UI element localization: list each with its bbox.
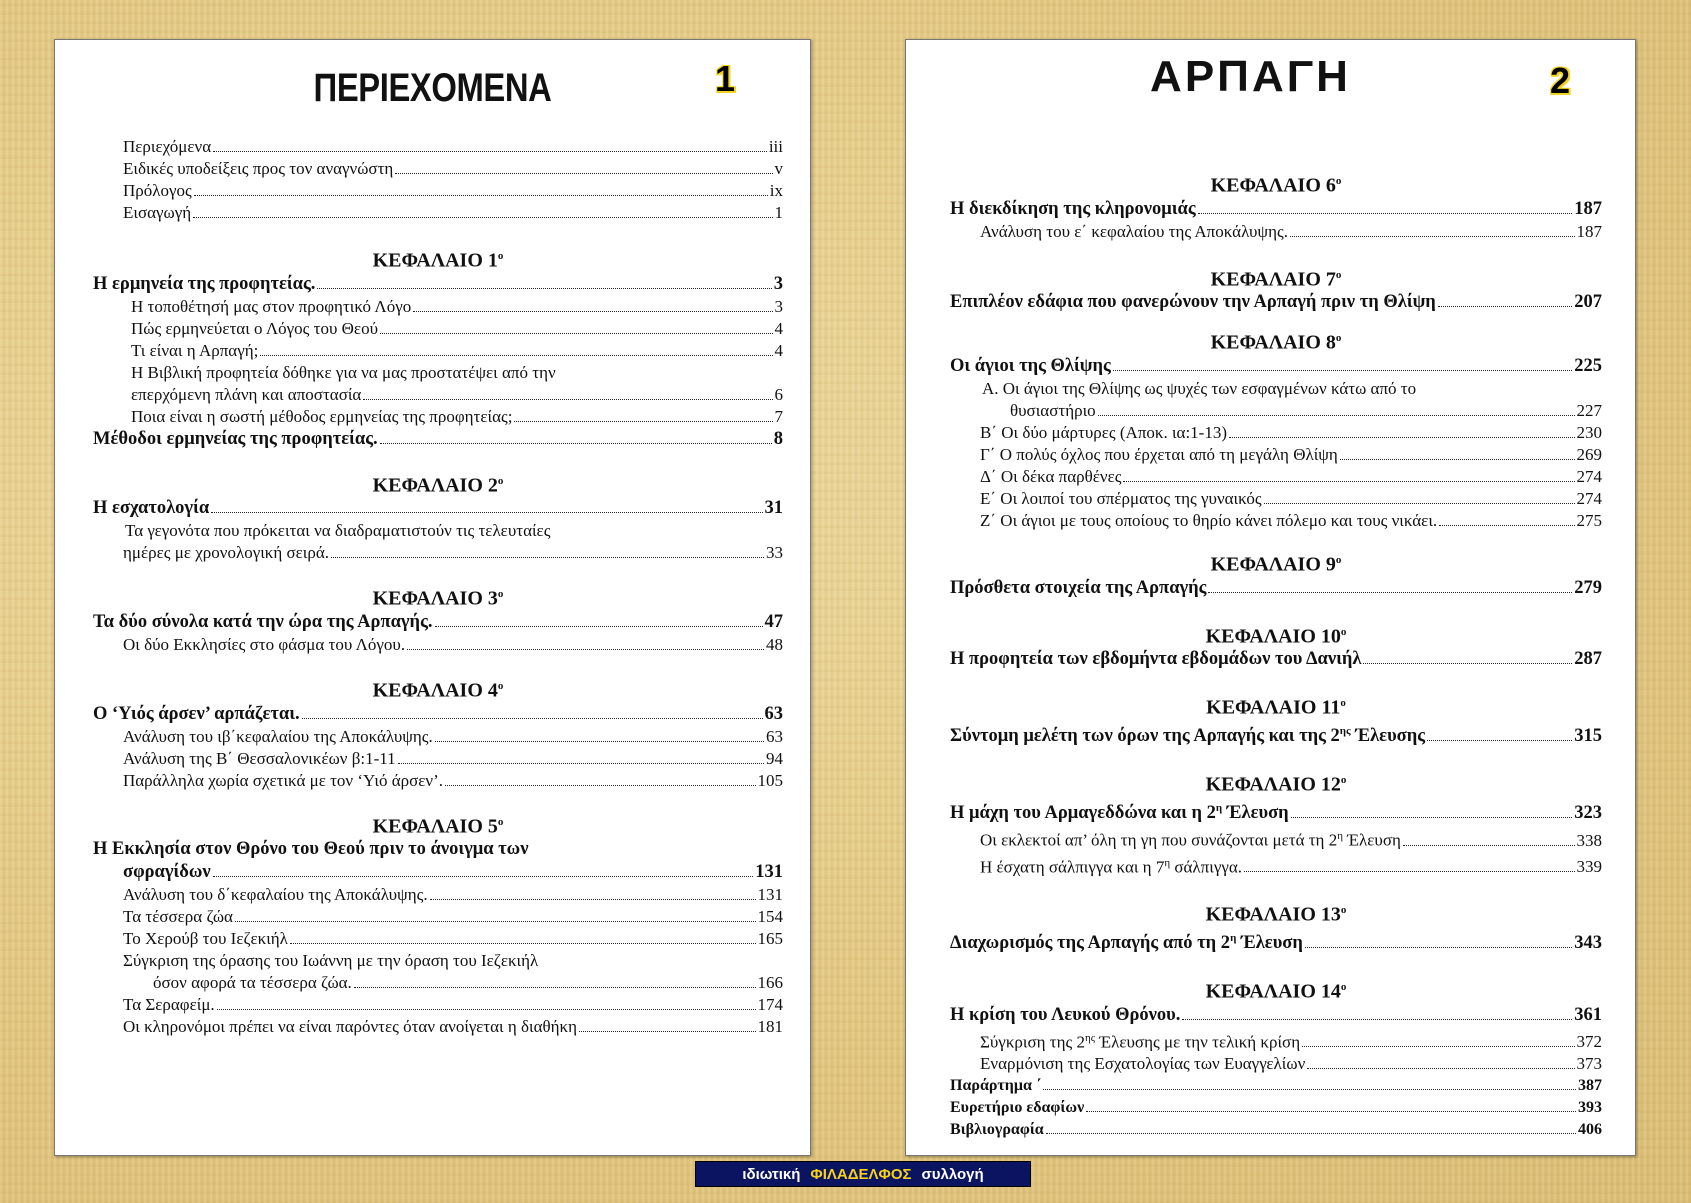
toc-entry[interactable]: Περιεχόμενα iii [123,137,783,156]
dot-leader [380,443,772,444]
dot-leader [514,421,772,422]
chapter-ordinal-suffix: ο [497,250,504,262]
toc-entry[interactable]: Πώς ερμηνεύεται ο Λόγος του Θεού 4 [131,318,783,338]
dot-leader [235,921,756,922]
chapter-ordinal-suffix: ο [497,474,504,487]
chapter-ordinal-suffix: ο [1335,175,1342,187]
toc-entry[interactable]: Ποια είναι η σωστή μέθοδος ερμηνείας της προφητείας; 7 [131,406,783,426]
dot-leader [290,943,756,944]
chapter-heading: ΚΕΦΑΛΑΙΟ $8^o$ [1210,331,1342,354]
toc-chapter-entry-line: Η Εκκλησία στον Θρόνο του Θεού πριν το άνοιγμα των [93,839,529,860]
toc-entry[interactable]: Σύγκριση της $2^{\eta\varsigma}$ Έλευσης με την τελική κρίση 372 [980,1031,1602,1052]
toc-entry[interactable]: Ευρετήριο εδαφίων 393 [950,1099,1602,1117]
dot-leader [331,557,764,558]
toc-chapter-entry[interactable]: Η κρίση του Λευκού Θρόνου. 361 [950,1004,1602,1025]
dot-leader [1244,871,1575,872]
dot-leader [398,763,764,764]
toc-entry[interactable]: Ζ΄ Οι άγιοι με τους οποίους το θηρίο κάνει πόλεμο και τους νικάει. 275 [980,510,1602,530]
dot-leader [1043,1089,1576,1090]
chapter-ordinal-suffix: ο [1335,332,1342,345]
toc-entry[interactable]: Η τοποθέτησή μας στον προφητικό Λόγο 3 [131,296,783,316]
dot-leader [317,288,771,289]
chapter-ordinal-suffix: ο [1340,981,1347,994]
chapter-heading: ΚΕΦΑΛΑΙΟ $14^o$ [1205,980,1347,1003]
toc-chapter-entry[interactable]: Η προφητεία των εβδομήντα εβδομάδων του Δανιήλ 287 [950,649,1602,670]
chapter-heading: ΚΕΦΑΛΑΙΟ $13^o$ [1205,903,1347,926]
dot-leader [1363,663,1572,664]
toc-entry[interactable]: Οι δύο Εκκλησίες στο φάσμα του Λόγου. 48 [123,634,783,654]
page-title: ΠΕΡΙΕΧΟΜΕΝΑ [313,66,552,110]
dot-leader [413,311,772,312]
toc-entry[interactable]: επερχόμενη πλάνη και αποστασία 6 [131,384,783,404]
chapter-heading: ΚΕΦΑΛΑΙΟ $3^o$ [372,587,504,610]
toc-entry[interactable]: Εισαγωγή 1 [123,203,783,222]
toc-entry[interactable]: Ανάλυση του ε΄ κεφαλαίου της Αποκάλυψης. 187 [980,221,1602,241]
toc-chapter-entry[interactable]: Ο ‘Υιός άρσεν’ αρπάζεται. 63 [93,703,783,724]
dot-leader [407,649,764,650]
dot-leader [302,718,763,719]
chapter-ordinal-suffix: ο [1340,697,1346,710]
toc-entry[interactable]: Ανάλυση του δ΄κεφαλαίου της Αποκάλυψης. 131 [123,885,783,905]
chapter-heading: ΚΕΦΑΛΑΙΟ $9^o$ [1210,553,1342,576]
dot-leader [1439,525,1574,526]
dot-leader [354,987,756,988]
chapter-ordinal-suffix: ο [497,815,504,828]
chapter-heading: ΚΕΦΑΛΑΙΟ $2^o$ [372,474,504,497]
chapter-heading: ΚΕΦΑΛΑΙΟ $10^o$ [1205,625,1347,648]
chapter-heading: ΚΕΦΑΛΑΙΟ $4^o$ [372,679,504,702]
dot-leader [435,626,763,627]
dot-leader [1123,481,1574,482]
toc-chapter-entry[interactable]: Τα δύο σύνολα κατά την ώρα της Αρπαγής. 47 [93,611,783,632]
toc-entry[interactable]: Παράλληλα χωρία σχετικά με τον ‘Υιό άρσεν’. 105 [123,770,783,790]
chapter-ordinal-suffix: ο [1335,268,1342,281]
page-title: ΑΡΠΑΓΗ [1150,52,1351,101]
toc-entry[interactable]: Η έσχατη σάλπιγγα και η $7^\eta$ σάλπιγγα. 339 [980,856,1602,877]
dot-leader [1403,845,1575,846]
dot-leader [363,399,772,400]
toc-entry[interactable]: Τι είναι η Αρπαγή; 4 [131,340,783,360]
chapter-heading: ΚΕΦΑΛΑΙΟ $5^o$ [372,815,504,838]
toc-entry[interactable]: Ειδικές υποδείξεις προς τον αναγνώστη v [123,159,783,178]
toc-entry[interactable]: Οι κληρονόμοι πρέπει να είναι παρόντες όταν ανοίγεται η διαθήκη 181 [123,1017,783,1037]
collection-banner [695,1161,1031,1187]
dot-leader [579,1031,756,1032]
dot-leader [1290,236,1575,237]
chapter-ordinal-suffix: ο [1340,625,1347,638]
dot-leader [430,899,756,900]
toc-chapter-entry[interactable]: Πρόσθετα στοιχεία της Αρπαγής 279 [950,577,1602,598]
toc-entry[interactable]: Δ΄ Οι δέκα παρθένες 274 [980,466,1602,486]
chapter-heading: ΚΕΦΑΛΑΙΟ $11^o$ [1206,696,1346,719]
chapter-ordinal-suffix: ο [1340,904,1347,917]
dot-leader [1046,1133,1576,1134]
toc-entry-line: Α. Οι άγιοι της Θλίψης ως ψυχές των εσφαγμένων κάτω από το [982,378,1417,398]
toc-entry[interactable]: Βιβλιογραφία 406 [950,1121,1602,1139]
toc-entry[interactable]: Το Χερούβ του Ιεζεκιήλ 165 [123,929,783,949]
toc-entry[interactable]: θυσιαστήριο 227 [1010,400,1602,420]
toc-entry[interactable]: Ε΄ Οι λοιποί του σπέρματος της γυναικός 274 [980,488,1602,508]
toc-entry[interactable]: όσον αφορά τα τέσσερα ζώα. 166 [153,973,783,993]
toc-chapter-entry[interactable]: Διαχωρισμός της Αρπαγής από τη $2^\eta$ Έλευση 343 [950,931,1602,954]
toc-chapter-entry[interactable]: Οι άγιοι της Θλίψης 225 [950,355,1602,376]
dot-leader [380,333,773,334]
chapter-ordinal-suffix: ο [497,588,504,601]
dot-leader [1208,592,1572,593]
dot-leader [1302,1046,1574,1047]
dot-leader [194,195,768,196]
chapter-heading: ΚΕΦΑΛΑΙΟ $6^o$ [1210,174,1342,197]
toc-entry[interactable]: Τα τέσσερα ζώα 154 [123,907,783,927]
toc-chapter-entry[interactable]: Η ερμηνεία της προφητείας. 3 [93,273,783,294]
contents-page-2 [905,39,1636,1156]
toc-entry[interactable]: Οι εκλεκτοί απ’ όλη τη γη που συνάζονται μετά τη $2^\eta$ Έλευση 338 [980,829,1602,850]
toc-chapter-entry[interactable]: Η διεκδίκηση της κληρονομιάς 187 [950,198,1602,219]
dot-leader [1229,437,1575,438]
dot-leader [1307,1068,1574,1069]
dot-leader [1086,1111,1576,1112]
dot-leader [1291,817,1573,818]
toc-entry-line: Τα γεγονότα που πρόκειται να διαδραματιστούν τις τελευταίες [125,521,551,541]
chapter-heading: ΚΕΦΑΛΑΙΟ $12^o$ [1205,773,1347,796]
dot-leader [1113,370,1572,371]
toc-entry[interactable]: Β΄ Οι δύο μάρτυρες (Αποκ. ια:1-13) 230 [980,422,1602,442]
toc-chapter-entry[interactable]: Μέθοδοι ερμηνείας της προφητείας. 8 [93,428,783,449]
toc-entry-line: Σύγκριση της όρασης του Ιωάννη με την όραση του Ιεζεκιήλ [123,951,539,971]
chapter-ordinal-suffix: ο [1340,774,1347,787]
toc-entry[interactable]: Πρόλογος ix [123,181,783,200]
banner-word-private: ιδιωτική [742,1165,801,1183]
dot-leader [1340,459,1575,460]
page-number-badge: 2 [1550,60,1571,101]
toc-entry[interactable]: Τα Σεραφείμ. 174 [123,995,783,1015]
toc-entry[interactable]: Παράρτημα ΄ 387 [950,1077,1602,1095]
dot-leader [213,876,754,877]
table-of-contents [950,133,1602,1141]
table-of-contents [93,136,783,1038]
chapter-heading: ΚΕΦΑΛΑΙΟ $7^o$ [1210,268,1342,291]
dot-leader [193,217,772,218]
toc-chapter-entry[interactable]: Η εσχατολογία 31 [93,498,783,519]
chapter-ordinal-suffix: ο [1335,553,1342,566]
toc-entry[interactable]: ημέρες με χρονολογική σειρά. 33 [123,543,783,563]
dot-leader [395,173,772,174]
chapter-heading: ΚΕΦΑΛΑΙΟ $1^o$ [372,249,504,272]
banner-word-collection: συλλογή [921,1165,984,1183]
chapter-ordinal-suffix: ο [497,679,504,692]
dot-leader [1098,415,1575,416]
toc-entry[interactable]: Εναρμόνιση της Εσχατολογίας των Ευαγγελίων 373 [980,1054,1602,1074]
dot-leader [1438,306,1572,307]
dot-leader [260,355,772,356]
dot-leader [1264,503,1575,504]
toc-chapter-entry[interactable]: Σύντομη μελέτη των όρων της Αρπαγής και της $2^{\eta\varsigma}$ Έλευσης 315 [950,724,1602,747]
dot-leader [217,1009,756,1010]
dot-leader [1198,213,1573,214]
toc-chapter-entry[interactable]: σφραγίδων 131 [123,862,783,883]
toc-entry[interactable]: Ανάλυση της Β΄ Θεσσαλονικέων β:1-11 94 [123,748,783,768]
toc-entry-line: Η Βιβλική προφητεία δόθηκε για να μας προστατέψει από την [131,362,556,382]
contents-page-1 [54,39,811,1156]
banner-word-name: ΦΙΛΑΔΕΛΦΟΣ [810,1165,912,1183]
dot-leader [211,512,762,513]
dot-leader [1427,740,1572,741]
toc-chapter-entry[interactable]: Η μάχη του Αρμαγεδδώνα και η $2^\eta$ Έλευση 323 [950,801,1602,823]
page-number-badge: 1 [715,58,736,99]
dot-leader [213,151,767,152]
dot-leader [445,785,756,786]
dot-leader [1305,947,1572,948]
toc-entry[interactable]: Ανάλυση του ιβ΄κεφαλαίου της Αποκάλυψης. 63 [123,726,783,746]
toc-entry[interactable]: Γ΄ Ο πολύς όχλος που έρχεται από τη μεγάλη Θλίψη 269 [980,444,1602,464]
toc-chapter-entry[interactable]: Επιπλέον εδάφια που φανερώνουν την Αρπαγή πριν τη Θλίψη 207 [950,292,1602,313]
dot-leader [1182,1019,1572,1020]
dot-leader [435,741,764,742]
